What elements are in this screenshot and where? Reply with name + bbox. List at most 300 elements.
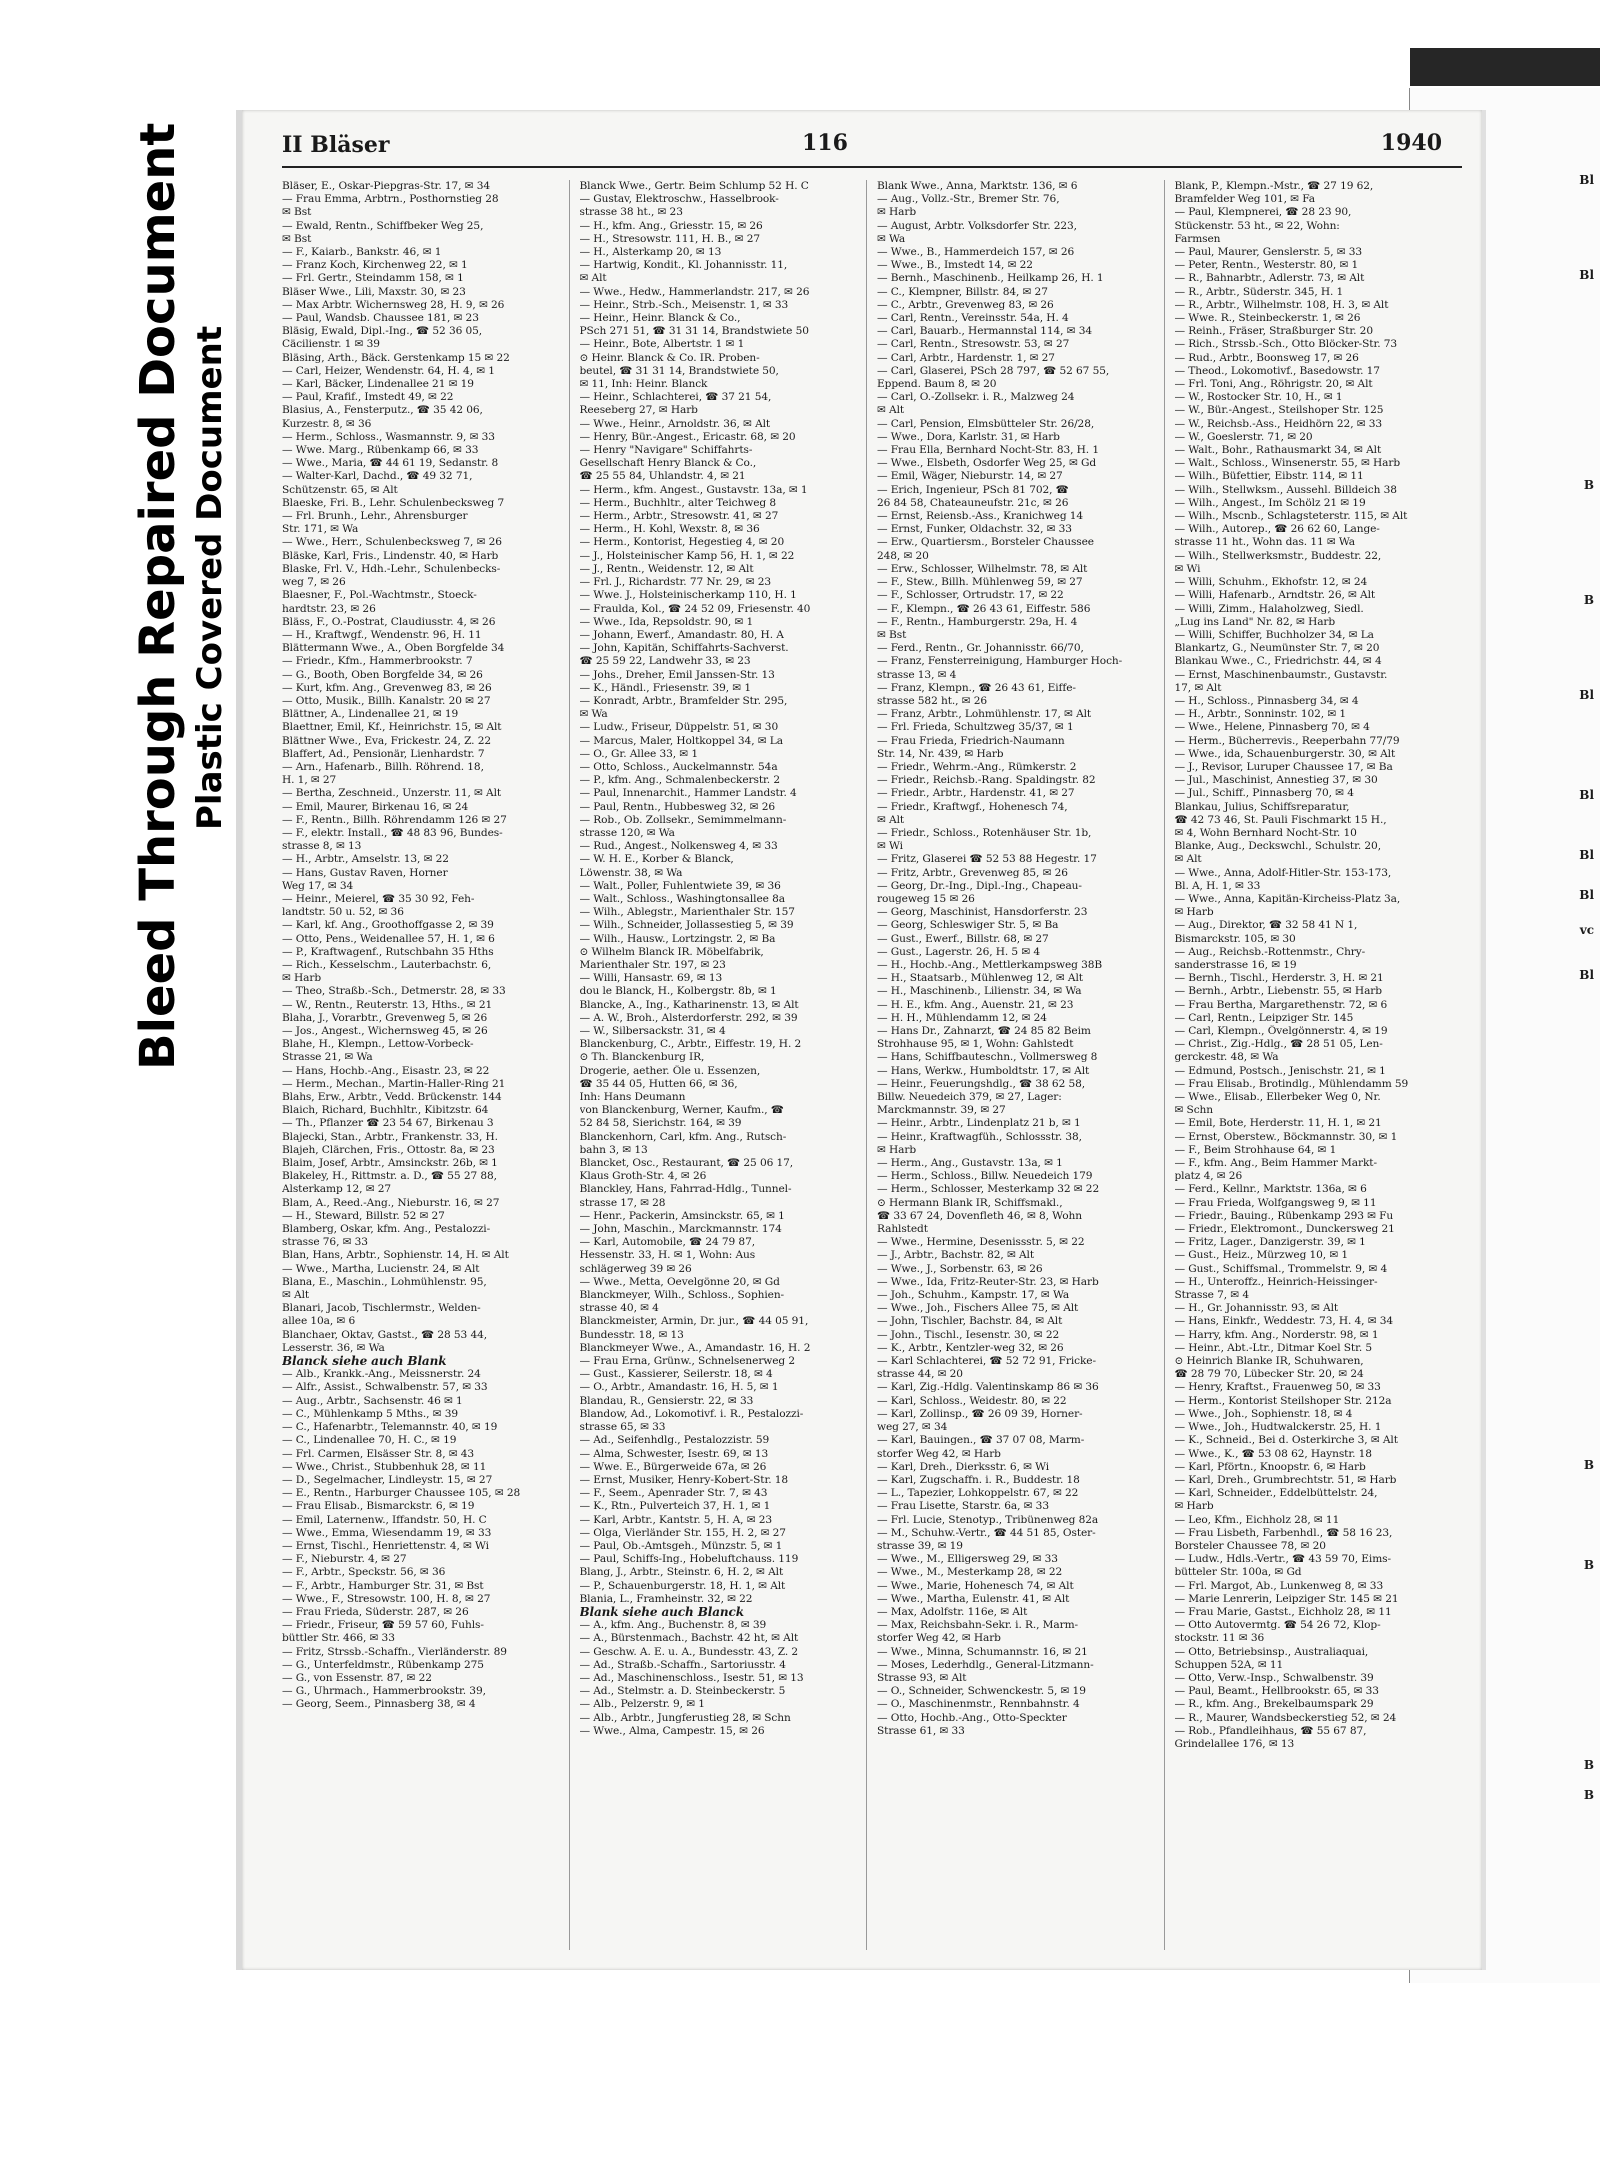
directory-entry: — Karl, Schloss., Weidestr. 80, ✉ 22: [877, 1394, 1067, 1407]
directory-entry: — Ferd., Rentn., Gr. Johannisstr. 66/70,: [877, 642, 1084, 655]
directory-entry: — O., Schneider, Schwenckestr. 5, ✉ 19: [877, 1685, 1086, 1698]
directory-entry: — F., Schlosser, Ortrudstr. 17, ✉ 22: [877, 589, 1064, 602]
directory-entry: — Herm., Ang., Gustavstr. 13a, ✉ 1: [877, 1157, 1063, 1170]
directory-entry: — Wilh., Büfettier, Eibstr. 114, ✉ 11: [1174, 470, 1364, 483]
directory-entry: — H., Steward, Billstr. 52 ✉ 27: [282, 1209, 445, 1222]
directory-entry: — Frau Elisab., Bismarckstr. 6, ✉ 19: [282, 1500, 475, 1513]
directory-entry: Blank siehe auch Blanck: [579, 1605, 744, 1619]
directory-entry: ✉ Alt: [877, 404, 905, 417]
directory-entry: — Franz, Arbtr., Lohmühlenstr. 17, ✉ Alt: [877, 708, 1092, 721]
directory-entry: — Otto, Verw.-Insp., Schwalbenstr. 39: [1174, 1671, 1374, 1684]
directory-entry: — Willi, Zimm., Halaholzweg, Siedl.: [1174, 602, 1364, 615]
directory-entry: — Karl, Zugschaffn. i. R., Buddestr. 18: [877, 1473, 1080, 1486]
directory-entry: — Herm., kfm. Angest., Gustavstr. 13a, ✉ 1: [579, 483, 808, 496]
directory-entry: — Wwe., F., Stresowstr. 100, H. 8, ✉ 27: [282, 1592, 491, 1605]
directory-entry: sanderstrasse 16, ✉ 19: [1174, 958, 1297, 971]
directory-entry: — Otto, Hochb.-Ang., Otto-Speckter: [877, 1711, 1067, 1724]
directory-entry: — G., Unterfeldmstr., Rübenkamp 275: [282, 1658, 484, 1671]
directory-entry: Stückenstr. 53 ht., ✉ 22, Wohn:: [1174, 219, 1340, 232]
directory-entry: Blanke, Aug., Deckswchl., Schulstr. 20,: [1174, 840, 1381, 853]
directory-entry: — Wwe., Hermine, Desenissstr. 5, ✉ 22: [877, 1236, 1085, 1249]
directory-entry: Blank Wwe., Anna, Marktstr. 136, ✉ 6: [877, 180, 1078, 192]
directory-entry: Str. 14, Nr. 439, ✉ Harb: [877, 747, 1004, 760]
directory-entry: ☎ 25 59 22, Landwehr 33, ✉ 23: [579, 655, 751, 668]
directory-entry: — W., Rentn., Reuterstr. 13, Hths., ✉ 21: [282, 998, 493, 1011]
directory-entry: — Karl, Schneider., Eddelbüttelstr. 24,: [1174, 1487, 1378, 1500]
directory-entry: — O., Maschinenmstr., Rennbahnstr. 4: [877, 1698, 1080, 1711]
directory-entry: 17, ✉ Alt: [1174, 681, 1222, 694]
directory-entry: Blajeh, Clärchen, Fris., Ottostr. 8a, ✉ 23: [282, 1143, 495, 1156]
directory-entry: ⊙ Heinr. Blanck & Co. IR. Proben-: [579, 351, 760, 364]
directory-entry: — Ad., Maschinenschloss., Isestr. 51, ✉ 13: [579, 1671, 804, 1684]
directory-entry: — R., kfm. Ang., Brekelbaumspark 29: [1174, 1698, 1374, 1711]
directory-entry: Blan, Hans, Arbtr., Sophienstr. 14, H. ✉ Alt: [282, 1249, 509, 1262]
directory-entry: — Wilh., Mscnb., Schlagsteterstr. 115, ✉ Alt: [1174, 510, 1408, 523]
directory-entry: — Paul, Innenarchit., Hammer Landstr. 4: [579, 787, 797, 800]
directory-entry: — Otto, Betriebsinsp., Australiaquai,: [1174, 1645, 1369, 1658]
directory-entry: — Wilh., Ablegstr., Marienthaler Str. 157: [579, 906, 795, 919]
directory-entry: Blancke, A., Ing., Katharinenstr. 13, ✉ Alt: [579, 998, 799, 1011]
directory-entry: — H., Alsterkamp 20, ✉ 13: [579, 246, 722, 259]
directory-entry: — Hans, Einkfr., Weddestr. 73, H. 4, ✉ 34: [1174, 1315, 1394, 1328]
directory-entry: — W. H. E., Korber & Blanck,: [579, 853, 734, 866]
directory-entry: — F., Seem., Apenrader Str. 7, ✉ 43: [579, 1487, 768, 1500]
directory-entry: Blanckmeister, Armin, Dr. jur., ☎ 44 05 91,: [579, 1315, 809, 1328]
directory-entry: Bläss, F., O.-Postrat, Claudiusstr. 4, ✉ 26: [282, 615, 496, 628]
directory-entry: — Rud., Angest., Nolkensweg 4, ✉ 33: [579, 840, 778, 853]
directory-entry: — Hartwig, Kondit., Kl. Johannisstr. 11,: [579, 259, 788, 272]
directory-entry: — Willi, Schuhm., Ekhofstr. 12, ✉ 24: [1174, 576, 1368, 589]
directory-entry: Bl. A, H. 1, ✉ 33: [1174, 879, 1261, 892]
directory-entry: — Karl, Arbtr., Kantstr. 5, H. A, ✉ 23: [579, 1513, 773, 1526]
directory-entry: Bismarckstr. 105, ✉ 30: [1174, 932, 1296, 945]
adjacent-page-fragment: B: [1583, 478, 1594, 492]
directory-entry: Borsteler Chaussee 78, ✉ 20: [1174, 1539, 1326, 1552]
directory-entry: — Frau Bertha, Margarethenstr. 72, ✉ 6: [1174, 998, 1388, 1011]
directory-entry: Blanckmeyer Wwe., A., Amandastr. 16, H. 2: [579, 1341, 811, 1354]
directory-entry: — Erw., Schlosser, Wilhelmstr. 78, ✉ Alt: [877, 562, 1088, 575]
directory-entry: Blaim, Josef, Arbtr., Amsinckstr. 26b, ✉ 1: [282, 1157, 498, 1170]
directory-entry: Blandau, R., Gensierstr. 22, ✉ 33: [579, 1394, 754, 1407]
directory-entry: — Wwe., Helene, Pinnasberg 70, ✉ 4: [1174, 721, 1370, 734]
directory-entry: — H., Arbtr., Amselstr. 13, ✉ 22: [282, 853, 449, 866]
adjacent-page-fragment: Bl: [1579, 968, 1594, 982]
directory-entry: — Wwe., Heinr., Arnoldstr. 36, ✉ Alt: [579, 417, 771, 430]
directory-entry: — Georg, Schleswiger Str. 5, ✉ Ba: [877, 919, 1059, 932]
directory-entry: — Wwe., Emma, Wiesendamm 19, ✉ 33: [282, 1526, 492, 1539]
directory-entry: — Frau Erna, Grünw., Schnelsenerweg 2: [579, 1355, 796, 1368]
directory-entry: — H., Gr. Johannisstr. 93, ✉ Alt: [1174, 1302, 1339, 1315]
directory-entry: — Karl, Dreh., Dierksstr. 6, ✉ Wi: [877, 1460, 1050, 1473]
directory-entry: Billw. Neuedeich 379, ✉ 27, Lager:: [877, 1091, 1062, 1104]
directory-entry: — Carl, Klempn., Övelgönnerstr. 4, ✉ 19: [1174, 1025, 1388, 1037]
directory-entry: Blahs, Erw., Arbtr., Vedd. Brückenstr. 144: [282, 1091, 502, 1104]
directory-entry: — Carl, Arbtr., Hardenstr. 1, ✉ 27: [877, 351, 1055, 364]
directory-entry: Bläser Wwe., Lili, Maxstr. 30, ✉ 23: [282, 285, 466, 298]
directory-entry: Blättermann Wwe., A., Oben Borgfelde 34: [282, 642, 505, 655]
directory-entry: — W., Rostocker Str. 10, H., ✉ 1: [1174, 391, 1343, 404]
directory-entry: — Marie Lenrerin, Leipziger Str. 145 ✉ 21: [1174, 1592, 1399, 1605]
directory-entry: — H., Arbtr., Sonninstr. 102, ✉ 1: [1174, 708, 1347, 721]
directory-entry: — Herm., H. Kohl, Wexstr. 8, ✉ 36: [579, 523, 760, 536]
directory-entry: — R., Arbtr., Süderstr. 345, H. 1: [1174, 285, 1344, 298]
directory-entry: ✉ Bst: [877, 628, 907, 641]
directory-entry: — Alfr., Assist., Schwalbenstr. 57, ✉ 33: [282, 1381, 488, 1394]
directory-entry: — Paul, Beamt., Hellbrookstr. 65, ✉ 33: [1174, 1685, 1379, 1698]
directory-entry: — Jul., Schiff., Pinnasberg 70, ✉ 4: [1174, 787, 1354, 800]
directory-entry: Blanckmeyer, Wilh., Schloss., Sophien-: [579, 1289, 785, 1302]
directory-entry: Blancket, Osc., Restaurant, ☎ 25 06 17,: [579, 1157, 794, 1170]
directory-entry: — Rob., Ob. Zollsekr., Semimmelmann-: [579, 813, 787, 826]
directory-entry: — H., Unteroffz., Heinrich-Heissinger-: [1174, 1275, 1378, 1288]
directory-entry: ✉ 4, Wohn Bernhard Nocht-Str. 10: [1174, 826, 1357, 839]
directory-entry: — F., elektr. Install., ☎ 48 83 96, Bundes-: [282, 826, 503, 839]
directory-entry: strasse 17, ✉ 28: [579, 1196, 666, 1209]
directory-entry: — Frl. J., Richardstr. 77 Nr. 29, ✉ 23: [579, 576, 772, 589]
directory-entry: ✉ Wi: [1174, 562, 1201, 575]
directory-entry: strasse 8, ✉ 13: [282, 840, 362, 853]
directory-entry: — Ernst, Funker, Oldachstr. 32, ✉ 33: [877, 523, 1072, 536]
directory-entry: — C., Lindenallee 70, H. C., ✉ 19: [282, 1434, 457, 1447]
directory-entry: — Joh., Schuhm., Kampstr. 17, ✉ Wa: [877, 1289, 1070, 1302]
directory-entry: — A., Bürstenmach., Bachstr. 42 ht, ✉ Alt: [579, 1632, 799, 1645]
directory-entry: — F., Arbtr., Speckstr. 56, ✉ 36: [282, 1566, 446, 1579]
directory-entry: Bläsing, Arth., Bäck. Gerstenkamp 15 ✉ 22: [282, 351, 510, 364]
directory-entry: — H. H., Mühlendamm 12, ✉ 24: [877, 1011, 1047, 1024]
directory-entry: Blanck Wwe., Gertr. Beim Schlump 52 H. C: [579, 180, 809, 192]
directory-entry: ✉ Harb: [1174, 1500, 1214, 1513]
directory-entry: — F., Beim Strohhause 64, ✉ 1: [1174, 1143, 1337, 1156]
directory-entry: — C., Hafenarbtr., Telemannstr. 40, ✉ 19: [282, 1421, 498, 1434]
directory-entry: — Friedr., Arbtr., Hardenstr. 41, ✉ 27: [877, 787, 1075, 800]
directory-entry: — Walt., Schloss., Washingtonsallee 8a: [579, 892, 785, 905]
directory-entry: — Leo, Kfm., Eichholz 28, ✉ 11: [1174, 1513, 1340, 1526]
directory-entry: strasse 38 ht., ✉ 23: [579, 206, 683, 219]
directory-entry: — Wilh., Angest., Im Schölz 21 ✉ 19: [1174, 496, 1366, 509]
directory-entry: — Otto, Schloss., Auckelmannstr. 54a: [579, 760, 778, 773]
directory-entry: — Henry "Navigare" Schiffahrts-: [579, 444, 753, 457]
directory-entry: strasse 40, ✉ 4: [579, 1302, 659, 1315]
directory-entry: ✉ Wa: [877, 232, 906, 245]
directory-entry: — Karl, Bäcker, Lindenallee 21 ✉ 19: [282, 378, 474, 391]
directory-entry: Bundesstr. 18, ✉ 13: [579, 1328, 684, 1341]
directory-entry: Inh: Hans Deumann: [579, 1091, 686, 1104]
directory-entry: — Carl, Rentn., Stresowstr. 53, ✉ 27: [877, 338, 1070, 351]
directory-entry: Reeseberg 27, ✉ Harb: [579, 404, 698, 417]
directory-entry: — Friedr., Kfm., Hammerbrookstr. 7: [282, 655, 473, 668]
directory-entry: — Walt., Bohr., Rathausmarkt 34, ✉ Alt: [1174, 444, 1382, 457]
directory-entry: Blaesner, F., Pol.-Wachtmstr., Stoeck-: [282, 589, 477, 602]
directory-entry: strasse 120, ✉ Wa: [579, 826, 675, 839]
directory-entry: Hessenstr. 33, H. ✉ 1, Wohn: Aus: [579, 1249, 756, 1262]
directory-entry: ✉ Wa: [579, 708, 608, 721]
directory-entry: — Wwe., Alma, Campestr. 15, ✉ 26: [579, 1724, 765, 1737]
directory-entry: ☎ 42 73 46, St. Pauli Fischmarkt 15 H.,: [1174, 813, 1387, 826]
directory-entry: — Walt., Poller, Fuhlentwiete 39, ✉ 36: [579, 879, 781, 892]
directory-entry: ✉ Harb: [282, 972, 322, 985]
directory-entry: — Karl, Zig.-Hdlg. Valentinskamp 86 ✉ 36: [877, 1381, 1099, 1394]
directory-entry: Blang, J., Arbtr., Steinstr. 6, H. 2, ✉ Alt: [579, 1566, 784, 1579]
directory-entry: — Franz, Klempn., ☎ 26 43 61, Eiffe-: [877, 681, 1076, 694]
adjacent-page-fragment: B: [1583, 1758, 1594, 1772]
directory-entry: hardtstr. 23, ✉ 26: [282, 602, 376, 615]
directory-entry: — H., Maschinenb., Lilienstr. 34, ✉ Wa: [877, 985, 1082, 998]
directory-entry: — Wilh., Autorep., ☎ 26 62 60, Lange-: [1174, 523, 1380, 536]
directory-entry: ☎ 33 67 24, Dovenfleth 46, ✉ 8, Wohn: [877, 1209, 1082, 1222]
directory-entry: — Ernst, Tischl., Henriettenstr. 4, ✉ Wi: [282, 1539, 489, 1552]
directory-entry: — A. W., Broh., Alsterdorferstr. 292, ✉ 39: [579, 1011, 798, 1024]
directory-entry: — K., Arbtr., Kentzler-weg 32, ✉ 26: [877, 1341, 1064, 1354]
directory-entry: — F., Rentn., Billh. Röhrendamm 126 ✉ 27: [282, 813, 507, 826]
directory-entry: — Frau Marie, Gastst., Eichholz 28, ✉ 11: [1174, 1605, 1392, 1618]
directory-entry: bahn 3, ✉ 13: [579, 1143, 648, 1156]
directory-entry: — Otto, Pens., Weidenallee 57, H. 1, ✉ 6: [282, 932, 495, 945]
directory-entry: — P., Kraftwagenf., Rutschbahn 35 Hths: [282, 945, 494, 958]
directory-entry: — Bernh., Maschinenb., Heilkamp 26, H. 1: [877, 272, 1104, 285]
directory-entry: — Walter-Karl, Dachd., ☎ 49 32 71,: [282, 470, 473, 483]
directory-entry: — Erich, Ingenieur, PSch 81 702, ☎: [877, 483, 1069, 496]
plastic-covered-label: Plastic Covered Document: [190, 325, 230, 830]
directory-entry: — Karl Schlachterei, ☎ 52 72 91, Fricke-: [877, 1355, 1096, 1368]
page-header: [282, 130, 1462, 168]
directory-entry: Weg 17, ✉ 34: [282, 879, 354, 892]
directory-entry: — Herm., Schloss., Billw. Neuedeich 179: [877, 1170, 1093, 1183]
directory-entry: ⊙ Hermann Blank IR, Schiffsmakl.,: [877, 1196, 1063, 1209]
directory-entry: — John., Tischl., Iesenstr. 30, ✉ 22: [877, 1328, 1060, 1341]
directory-entry: — Geschw. A. E. u. A., Bundesstr. 43, Z. 2: [579, 1645, 799, 1658]
directory-entry: Strohhause 95, ✉ 1, Wohn: Gahlstedt: [877, 1038, 1074, 1051]
directory-entry: — A., kfm. Ang., Buchenstr. 8, ✉ 39: [579, 1619, 767, 1632]
directory-entry: ✉ Alt: [1174, 853, 1202, 866]
directory-entry: — Frl. Toni, Ang., Röhrigstr. 20, ✉ Alt: [1174, 378, 1373, 391]
adjacent-page-fragment: vc: [1579, 923, 1594, 937]
directory-entry: — Wwe., M., Elligersweg 29, ✉ 33: [877, 1553, 1058, 1566]
directory-entry: landtstr. 50 u. 52, ✉ 36: [282, 906, 404, 919]
directory-entry: — C., Klempner, Billstr. 84, ✉ 27: [877, 285, 1048, 298]
directory-entry: — Friedr., Wehrm.-Ang., Rümkerstr. 2: [877, 760, 1077, 773]
directory-entry: büttler Str. 466, ✉ 33: [282, 1632, 395, 1645]
directory-entry: Marienthaler Str. 197, ✉ 23: [579, 958, 726, 971]
directory-entry: — Heinr., Abt.-Ltr., Ditmar Koel Str. 5: [1174, 1341, 1373, 1354]
directory-entry: — K., Schneid., Bei d. Osterkirche 3, ✉ Alt: [1174, 1434, 1398, 1447]
directory-entry: Blaeske, Fri. B., Lehr. Schulenbecksweg 7: [282, 496, 505, 509]
directory-entry: — F., Stew., Billh. Mühlenweg 59, ✉ 27: [877, 576, 1083, 589]
directory-entry: — Hans, Hochb.-Ang., Eisastr. 23, ✉ 22: [282, 1064, 490, 1077]
directory-entry: strasse 39, ✉ 19: [877, 1539, 963, 1552]
directory-entry: — Friedr., Bauing., Rübenkamp 293 ✉ Fu: [1174, 1209, 1394, 1222]
directory-entry: Cäcilienstr. 1 ✉ 39: [282, 338, 380, 351]
directory-entry: — Wwe., Herr., Schulenbecksweg 7, ✉ 26: [282, 536, 502, 549]
directory-entry: ✉ Schn: [1174, 1104, 1213, 1117]
directory-entry: strasse 44, ✉ 20: [877, 1368, 963, 1381]
directory-entry: Kurzestr. 8, ✉ 36: [282, 417, 372, 430]
directory-entry: — Rich., Kesselschm., Lauterbachstr. 6,: [282, 958, 492, 971]
directory-entry: Blamberg, Oskar, kfm. Ang., Pestalozzi-: [282, 1223, 491, 1236]
directory-entry: 248, ✉ 20: [877, 549, 929, 562]
running-head: II Bläser: [282, 132, 390, 158]
directory-entry: — Ludw., Hdls.-Vertr., ☎ 43 59 70, Eims-: [1174, 1553, 1391, 1566]
directory-entry: — Fritz, Lager., Danzigerstr. 39, ✉ 1: [1174, 1236, 1366, 1249]
directory-entry: ☎ 25 55 84, Uhlandstr. 4, ✉ 21: [579, 470, 746, 483]
directory-entry: — R., Arbtr., Wilhelmstr. 108, H. 3, ✉ Alt: [1174, 298, 1389, 311]
directory-entry: — Herm., Kontorist Steilshoper Str. 212a: [1174, 1394, 1392, 1407]
directory-entry: — M., Schuhw.-Vertr., ☎ 44 51 85, Oster-: [877, 1526, 1096, 1539]
directory-entry: — Erw., Quartiersm., Borsteler Chaussee: [877, 536, 1094, 549]
directory-entry: — Wwe., ida, Schauenburgerstr. 30, ✉ Alt: [1174, 747, 1396, 760]
directory-entry: Bramfelder Weg 101, ✉ Fa: [1174, 193, 1315, 206]
directory-entry: — Jos., Angest., Wichernsweg 45, ✉ 26: [282, 1025, 488, 1037]
directory-entry: Blaha, J., Vorarbtr., Grevenweg 5, ✉ 26: [282, 1011, 488, 1024]
directory-entry: — Wwe., Dora, Karlstr. 31, ✉ Harb: [877, 430, 1060, 443]
directory-entry: — Ferd., Kellnr., Marktstr. 136a, ✉ 6: [1174, 1183, 1367, 1196]
directory-entry: — Wwe., J., Sorbenstr. 63, ✉ 26: [877, 1262, 1043, 1275]
directory-entry: — Wilh., Stellwerksmstr., Buddestr. 22,: [1174, 549, 1382, 562]
directory-entry: — Herm., Kontorist, Hegestieg 4, ✉ 20: [579, 536, 785, 549]
directory-entry: — Heinr., Strb.-Sch., Meisenstr. 1, ✉ 33: [579, 298, 789, 311]
directory-entry: — Carl, O.-Zollsekr. i. R., Malzweg 24: [877, 391, 1075, 404]
directory-column-2: [580, 180, 868, 1950]
directory-entry: — Heinr., Heinr. Blanck & Co.,: [579, 312, 741, 325]
directory-entry: Blankartz, G., Neumünster Str. 7, ✉ 20: [1174, 642, 1380, 655]
directory-column-1: [282, 180, 570, 1950]
directory-entry: — H., Schloss., Pinnasberg 34, ✉ 4: [1174, 694, 1359, 707]
directory-entry: — Heinr., Arbtr., Lindenplatz 21 b, ✉ 1: [877, 1117, 1081, 1130]
directory-entry: — Herm., Buchhltr., alter Teichweg 8: [579, 496, 776, 509]
directory-entry: Marckmannstr. 39, ✉ 27: [877, 1104, 1006, 1117]
directory-entry: rougeweg 15 ✉ 26: [877, 892, 975, 905]
directory-entry: Blättner Wwe., Eva, Frickestr. 24, Z. 22: [282, 734, 491, 747]
directory-entry: — Theod., Lokomotivf., Basedowstr. 17: [1174, 364, 1380, 377]
directory-entry: — Gust., Kassierer, Seilerstr. 18, ✉ 4: [579, 1368, 773, 1381]
directory-entry: ☎ 35 44 05, Hutten 66, ✉ 36,: [579, 1077, 738, 1090]
directory-entry: — Bernh., Arbtr., Liebenstr. 55, ✉ Harb: [1174, 985, 1382, 998]
directory-entry: — Ernst, Reiensb.-Ass., Kranichweg 14: [877, 510, 1084, 523]
directory-entry: — Frau Emma, Arbtrn., Posthornstieg 28: [282, 193, 499, 206]
directory-entry: Blania, L., Framheinstr. 32, ✉ 22: [579, 1592, 753, 1605]
directory-entry: — Otto, Musik., Billh. Kanalstr. 20 ✉ 27: [282, 694, 491, 707]
directory-entry: — K., Händl., Friesenstr. 39, ✉ 1: [579, 681, 751, 694]
directory-entry: — J., Rentn., Weidenstr. 12, ✉ Alt: [579, 562, 754, 575]
adjacent-page-fragment: Bl: [1579, 268, 1594, 282]
directory-entry: — Carl, Rentn., Leipziger Str. 145: [1174, 1011, 1354, 1024]
directory-entry: — Ernst, Oberstew., Böckmannstr. 30, ✉ 1: [1174, 1130, 1398, 1143]
directory-entry: ✉ Alt: [282, 1289, 310, 1302]
directory-entry: — Wwe., Martha, Eulenstr. 41, ✉ Alt: [877, 1592, 1070, 1605]
directory-entry: — Konradt, Arbtr., Bramfelder Str. 295,: [579, 694, 788, 707]
directory-entry: — Karl, Bauingen., ☎ 37 07 08, Marm-: [877, 1434, 1085, 1447]
directory-entry: — Johs., Dreher, Emil Janssen-Str. 13: [579, 668, 775, 681]
directory-entry: — Willi, Schiffer, Buchholzer 34, ✉ La: [1174, 628, 1374, 641]
directory-entry: — H. E., kfm. Ang., Auenstr. 21, ✉ 23: [877, 998, 1074, 1011]
directory-entry: — Willi, Hansastr. 69, ✉ 13: [579, 972, 723, 985]
directory-entry: Alsterkamp 12, ✉ 27: [282, 1183, 392, 1196]
directory-entry: storfer Weg 42, ✉ Harb: [877, 1632, 1001, 1645]
directory-entry: von Blanckenburg, Werner, Kaufm., ☎: [579, 1104, 784, 1117]
directory-entry: platz 4, ✉ 26: [1174, 1170, 1243, 1183]
directory-entry: — Harry, kfm. Ang., Norderstr. 98, ✉ 1: [1174, 1328, 1379, 1341]
directory-entry: — Friedr., Schloss., Rotenhäuser Str. 1b,: [877, 826, 1092, 839]
directory-entry: — Ernst, Maschinenbaumstr., Gustavstr.: [1174, 668, 1388, 681]
directory-entry: — J., Revisor, Luruper Chaussee 17, ✉ Ba: [1174, 760, 1393, 773]
directory-entry: — Emil, Wäger, Nieburstr. 14, ✉ 27: [877, 470, 1063, 483]
directory-entry: — Friedr., Friseur, ☎ 59 57 60, Fuhls-: [282, 1619, 484, 1632]
directory-entry: Blaettner, Emil, Kf., Heinrichstr. 15, ✉ Alt: [282, 721, 502, 734]
directory-entry: — P., Schauenburgerstr. 18, H. 1, ✉ Alt: [579, 1579, 786, 1592]
directory-entry: — C., Arbtr., Grevenweg 83, ✉ 26: [877, 298, 1054, 311]
year-label: 1940: [1380, 130, 1442, 156]
directory-entry: 52 84 58, Sierichstr. 164, ✉ 39: [579, 1117, 742, 1130]
directory-entry: — Heinr., Kraftwagfüh., Schlossstr. 38,: [877, 1130, 1082, 1143]
directory-entry: strasse 11 ht., Wohn das. 11 ✉ Wa: [1174, 536, 1356, 549]
directory-entry: Schuppen 52A, ✉ 11: [1174, 1658, 1284, 1671]
directory-entry: — L., Tapezier, Lohkoppelstr. 67, ✉ 22: [877, 1487, 1079, 1500]
directory-entry: — C., Mühlenkamp 5 Mths., ✉ 39: [282, 1407, 458, 1420]
directory-entry: ✉ Alt: [579, 272, 607, 285]
directory-entry: — Carl, Pension, Elmsbütteler Str. 26/28,: [877, 417, 1095, 430]
directory-entry: — Herm., Schloss., Wasmannstr. 9, ✉ 33: [282, 430, 495, 443]
directory-entry: Blanari, Jacob, Tischlermstr., Welden-: [282, 1302, 481, 1315]
directory-entry: — Peter, Rentn., Westerstr. 80, ✉ 1: [1174, 259, 1359, 272]
directory-entry: — Heinr., Meierel, ☎ 35 30 92, Feh-: [282, 892, 475, 905]
directory-entry: — Henry, Kraftst., Frauenweg 50, ✉ 33: [1174, 1381, 1381, 1394]
directory-entry: ☎ 28 79 70, Lübecker Str. 20, ✉ 24: [1174, 1368, 1364, 1381]
directory-entry: — Gust., Heiz., Mürzweg 10, ✉ 1: [1174, 1249, 1349, 1262]
directory-entry: — Karl, Zollinsp., ☎ 26 09 39, Horner-: [877, 1407, 1083, 1420]
directory-entry: Str. 171, ✉ Wa: [282, 523, 359, 536]
directory-entry: storfer Weg 42, ✉ Harb: [877, 1447, 1001, 1460]
directory-entry: — Emil, Maurer, Birkenau 16, ✉ 24: [282, 800, 469, 813]
directory-entry: ✉ Bst: [282, 206, 312, 219]
directory-entry: — Emil, Bote, Herderstr. 11, H. 1, ✉ 21: [1174, 1117, 1382, 1130]
directory-entry: — Bernh., Tischl., Herderstr. 3, H. ✉ 21: [1174, 972, 1384, 985]
directory-entry: — G., Uhrmach., Hammerbrookstr. 39,: [282, 1685, 486, 1698]
directory-entry: — Carl, Glaserei, PSch 28 797, ☎ 52 67 55,: [877, 364, 1110, 377]
directory-entry: — Friedr., Reichsb.-Rang. Spaldingstr. 82: [877, 774, 1096, 787]
directory-entry: — Wwe. J., Holsteinischerkamp 110, H. 1: [579, 589, 797, 602]
directory-entry: — Gust., Schiffsmal., Trommelstr. 9, ✉ 4: [1174, 1262, 1388, 1275]
directory-entry: Blankau Wwe., C., Friedrichstr. 44, ✉ 4: [1174, 655, 1382, 668]
directory-entry: stockstr. 11 ✉ 36: [1174, 1632, 1265, 1645]
directory-entry: — Hans Dr., Zahnarzt, ☎ 24 85 82 Beim: [877, 1025, 1091, 1037]
directory-entry: Blandow, Ad., Lokomotivf. i. R., Pestalozzi-: [579, 1407, 804, 1420]
directory-entry: Blank, P., Klempn.-Mstr., ☎ 27 19 62,: [1174, 180, 1374, 192]
directory-entry: — Arn., Hafenarb., Billh. Röhrend. 18,: [282, 760, 484, 773]
directory-entry: — Max Arbtr. Wichernsweg 28, H. 9, ✉ 26: [282, 298, 505, 311]
directory-entry: — R., Maurer, Wandsbeckerstieg 52, ✉ 24: [1174, 1711, 1397, 1724]
directory-entry: — Carl, Bauarb., Hermannstal 114, ✉ 34: [877, 325, 1092, 338]
directory-entry: Blanck siehe auch Blank: [282, 1355, 447, 1369]
directory-entry: — Ernst, Musiker, Henry-Kobert-Str. 18: [579, 1473, 789, 1486]
directory-entry: — Herm., Arbtr., Stresowstr. 41, ✉ 27: [579, 510, 779, 523]
directory-entry: strasse 65, ✉ 33: [579, 1421, 666, 1434]
directory-entry: — Wwe., Ida, Fritz-Reuter-Str. 23, ✉ Harb: [877, 1275, 1099, 1288]
directory-entry: ⊙ Th. Blanckenburg IR,: [579, 1051, 705, 1064]
directory-entry: Löwenstr. 38, ✉ Wa: [579, 866, 683, 879]
directory-entry: ✉ Harb: [1174, 906, 1214, 919]
directory-entry: — Reinh., Fräser, Straßburger Str. 20: [1174, 325, 1373, 338]
directory-entry: — P., kfm. Ang., Schmalenbeckerstr. 2: [579, 774, 780, 787]
directory-entry: — Willi, Hafenarb., Arndtstr. 26, ✉ Alt: [1174, 589, 1376, 602]
directory-entry: — Alb., Pelzerstr. 9, ✉ 1: [579, 1698, 705, 1711]
directory-entry: — Olga, Vierländer Str. 155, H. 2, ✉ 27: [579, 1526, 786, 1539]
directory-entry: — Georg, Dr.-Ing., Dipl.-Ing., Chapeau-: [877, 879, 1082, 892]
directory-entry: weg 27, ✉ 34: [877, 1421, 948, 1434]
directory-entry: — Moses, Lederhdlg., General-Litzmann-: [877, 1658, 1094, 1671]
directory-entry: — Fritz, Arbtr., Grevenweg 85, ✉ 26: [877, 866, 1068, 879]
directory-entry: — Emil, Laternenw., Iffandstr. 50, H. C: [282, 1513, 487, 1526]
directory-entry: — Frau Frieda, Friedrich-Naumann: [877, 734, 1065, 747]
directory-entry: — Frau Frieda, Wolfgangsweg 9, ✉ 11: [1174, 1196, 1377, 1209]
